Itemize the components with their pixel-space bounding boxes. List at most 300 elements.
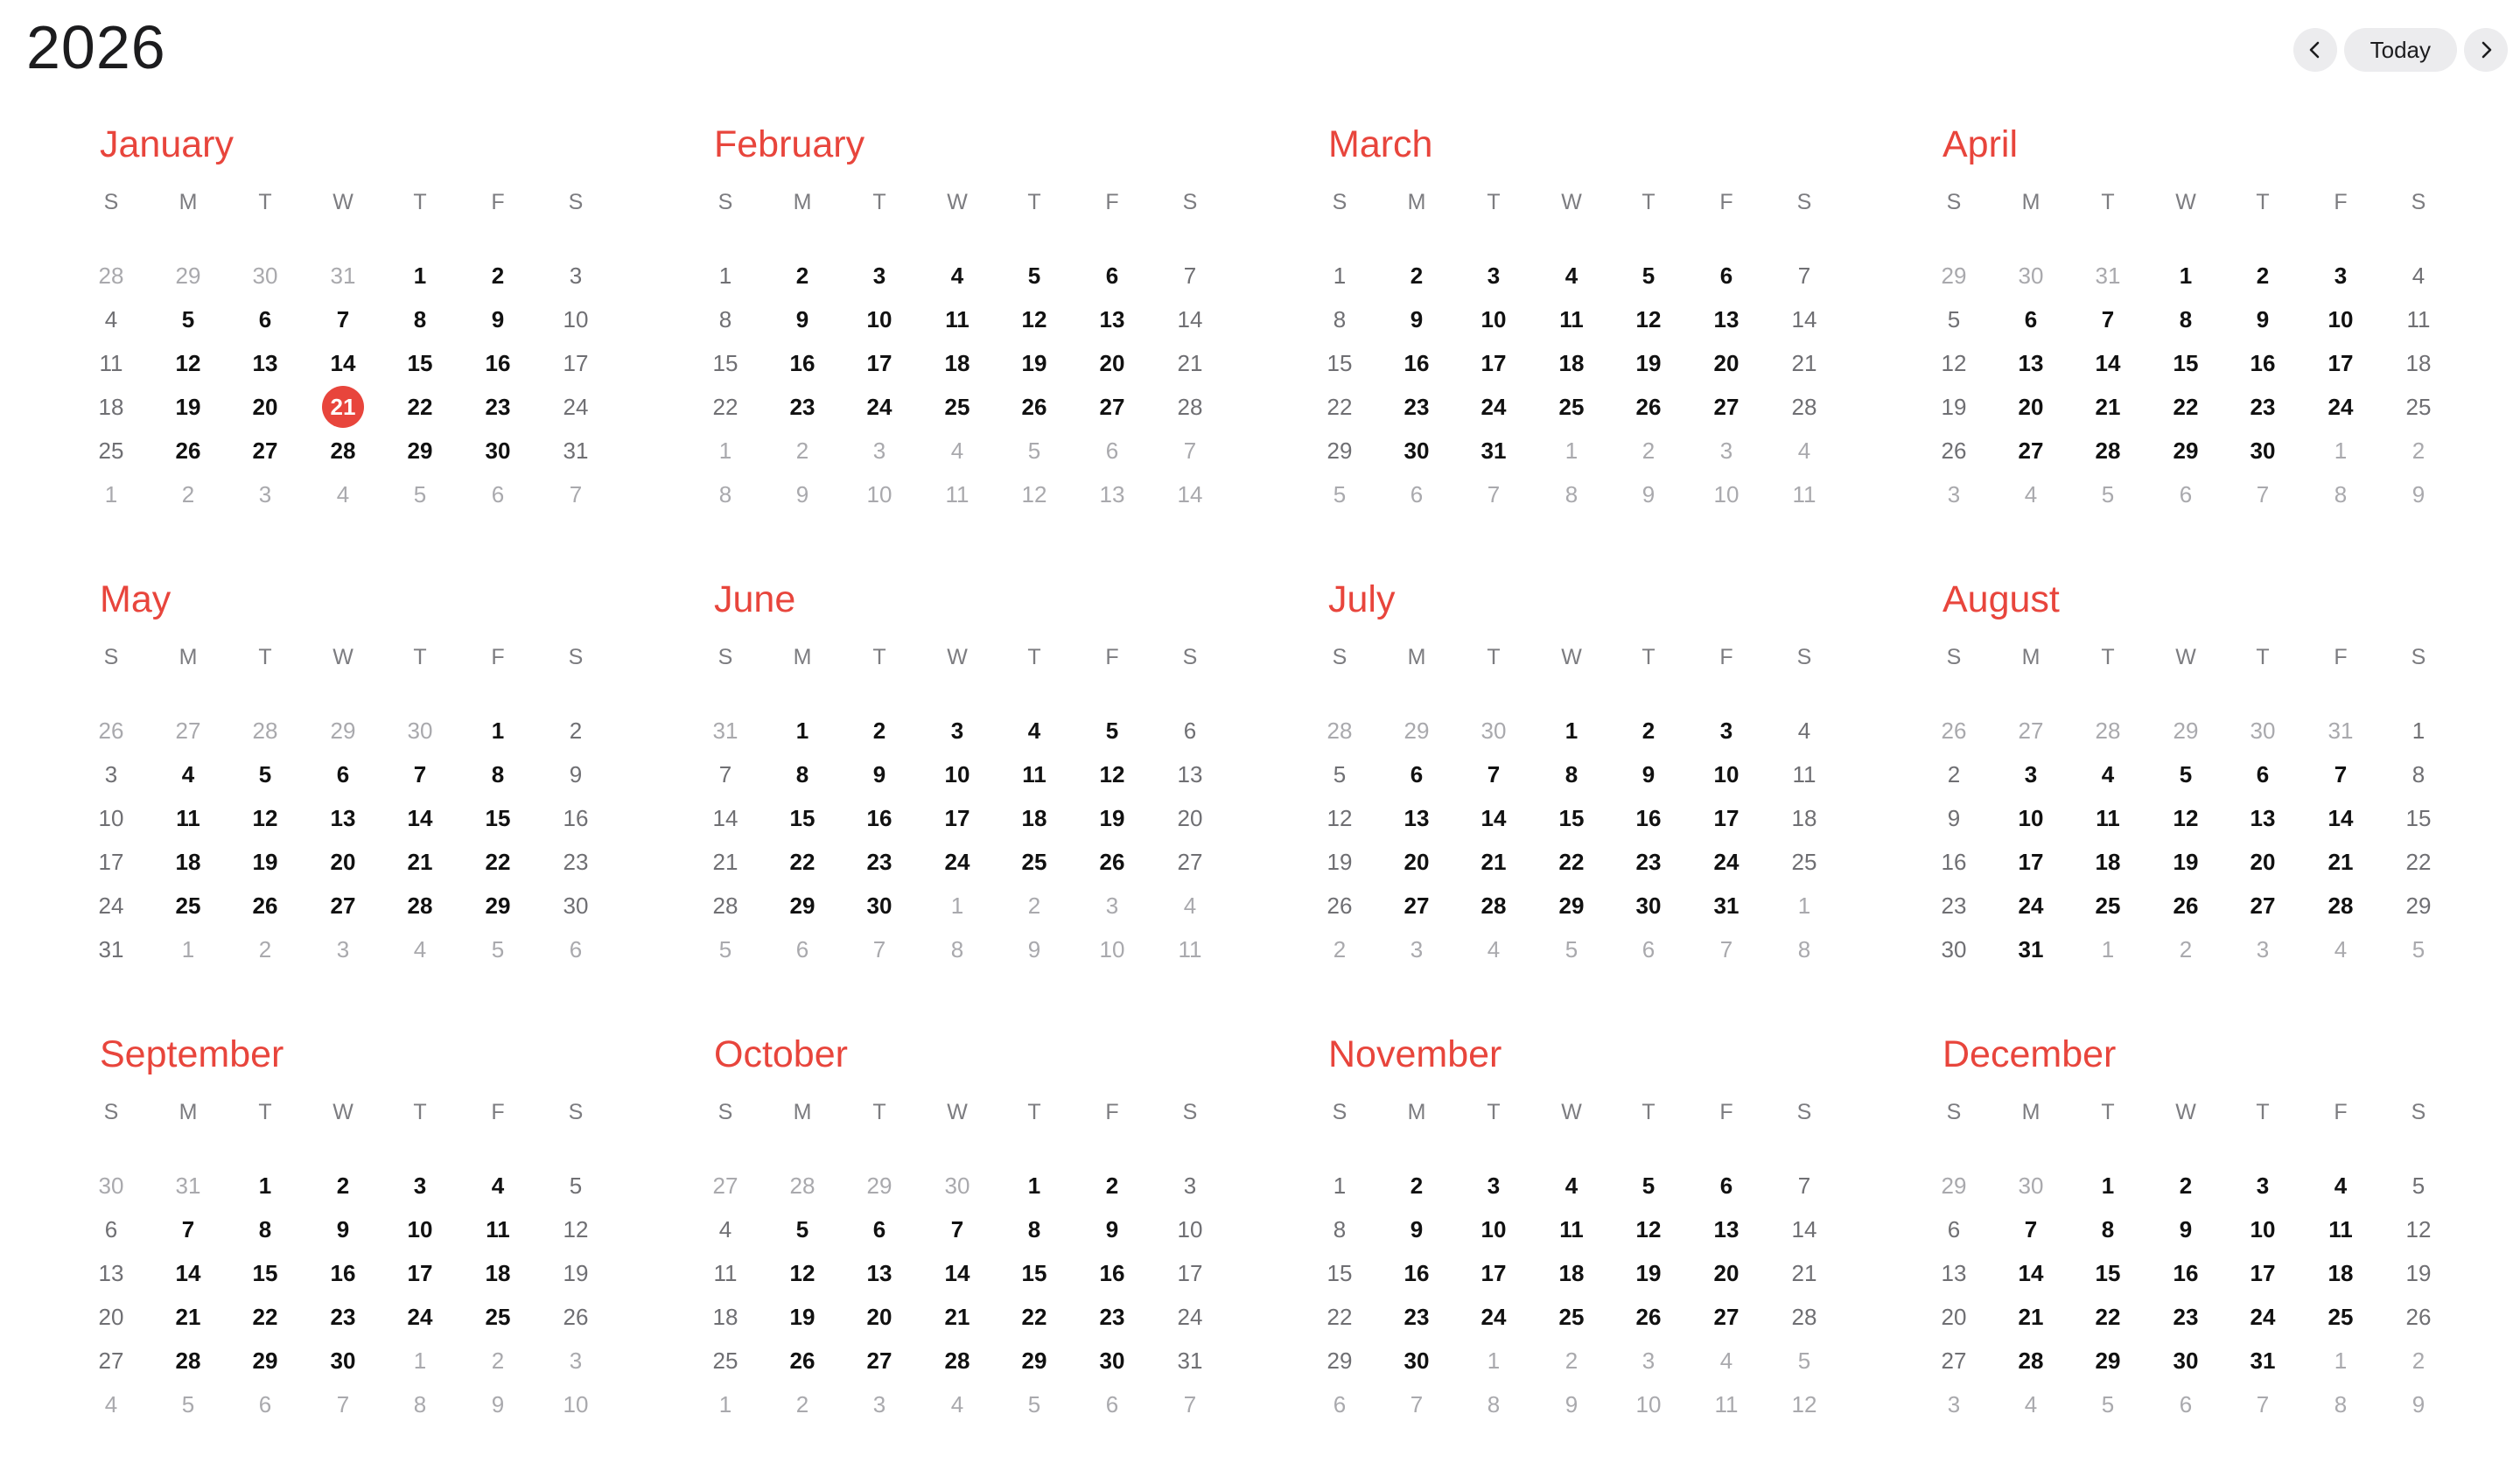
- adjacent-month-day-cell[interactable]: 31: [2095, 262, 2121, 289]
- day-cell[interactable]: 21: [2018, 1304, 2044, 1330]
- day-cell[interactable]: 2: [1105, 1172, 1119, 1199]
- adjacent-month-day-cell[interactable]: 3: [1642, 1348, 1656, 1374]
- day-cell[interactable]: 7: [181, 1216, 195, 1242]
- adjacent-month-day-cell[interactable]: 30: [407, 718, 433, 744]
- day-cell[interactable]: 28: [1177, 394, 1203, 420]
- month-name[interactable]: October: [714, 1033, 848, 1075]
- day-cell[interactable]: 21: [1480, 849, 1507, 875]
- adjacent-month-day-cell[interactable]: 5: [2412, 936, 2426, 962]
- adjacent-month-day-cell[interactable]: 8: [413, 1391, 427, 1418]
- day-cell[interactable]: 17: [2328, 350, 2354, 376]
- day-cell[interactable]: 22: [485, 849, 511, 875]
- day-cell[interactable]: 15: [1558, 805, 1585, 831]
- adjacent-month-day-cell[interactable]: 5: [1797, 1348, 1811, 1374]
- adjacent-month-day-cell[interactable]: 7: [1410, 1391, 1424, 1418]
- month-name[interactable]: December: [1942, 1033, 2117, 1075]
- adjacent-month-day-cell[interactable]: 30: [1480, 718, 1507, 744]
- day-cell[interactable]: 25: [485, 1304, 511, 1330]
- day-cell[interactable]: 4: [2412, 262, 2426, 289]
- adjacent-month-day-cell[interactable]: 3: [1947, 481, 1961, 508]
- day-cell[interactable]: 15: [252, 1260, 278, 1286]
- adjacent-month-day-cell[interactable]: 4: [950, 1391, 964, 1418]
- day-cell[interactable]: 22: [1021, 1304, 1047, 1330]
- day-cell[interactable]: 26: [2405, 1304, 2432, 1330]
- adjacent-month-day-cell[interactable]: 4: [104, 1391, 118, 1418]
- day-cell[interactable]: 26: [2173, 892, 2199, 919]
- adjacent-month-day-cell[interactable]: 7: [872, 936, 886, 962]
- day-cell[interactable]: 26: [1099, 849, 1125, 875]
- day-cell[interactable]: 12: [1326, 805, 1353, 831]
- day-cell[interactable]: 29: [252, 1348, 278, 1374]
- adjacent-month-day-cell[interactable]: 1: [718, 438, 732, 464]
- day-cell[interactable]: 25: [1558, 394, 1585, 420]
- month-april[interactable]: [1942, 118, 2485, 538]
- day-cell[interactable]: 17: [1177, 1260, 1203, 1286]
- day-cell[interactable]: 8: [2101, 1216, 2115, 1242]
- day-cell[interactable]: 19: [252, 849, 278, 875]
- adjacent-month-day-cell[interactable]: 7: [569, 481, 583, 508]
- day-cell[interactable]: 6: [104, 1216, 118, 1242]
- day-cell[interactable]: 15: [2173, 350, 2199, 376]
- adjacent-month-day-cell[interactable]: 7: [1487, 481, 1501, 508]
- day-cell[interactable]: 8: [1333, 306, 1347, 332]
- day-cell[interactable]: 26: [789, 1348, 816, 1374]
- day-cell[interactable]: 23: [1404, 394, 1430, 420]
- day-cell[interactable]: 12: [563, 1216, 589, 1242]
- day-cell[interactable]: 5: [258, 761, 272, 788]
- adjacent-month-day-cell[interactable]: 11: [945, 481, 970, 508]
- month-june[interactable]: [714, 573, 1256, 993]
- day-cell[interactable]: 30: [330, 1348, 356, 1374]
- day-cell[interactable]: 30: [1099, 1348, 1125, 1374]
- day-cell[interactable]: 3: [950, 718, 964, 744]
- day-cell[interactable]: 18: [712, 1304, 738, 1330]
- day-cell[interactable]: 28: [1791, 394, 1817, 420]
- adjacent-month-day-cell[interactable]: 8: [2334, 481, 2348, 508]
- adjacent-month-day-cell[interactable]: 11: [1178, 936, 1202, 962]
- adjacent-month-day-cell[interactable]: 3: [1105, 892, 1119, 919]
- day-cell[interactable]: 26: [175, 438, 201, 464]
- day-cell[interactable]: 1: [413, 262, 427, 289]
- day-cell[interactable]: 24: [944, 849, 970, 875]
- day-cell[interactable]: 14: [2328, 805, 2354, 831]
- day-cell[interactable]: 8: [1333, 1216, 1347, 1242]
- adjacent-month-day-cell[interactable]: 1: [413, 1348, 427, 1374]
- adjacent-month-day-cell[interactable]: 10: [1713, 481, 1740, 508]
- day-cell[interactable]: 1: [718, 262, 732, 289]
- day-cell[interactable]: 28: [944, 1348, 970, 1374]
- day-cell[interactable]: 3: [413, 1172, 427, 1199]
- day-cell[interactable]: 27: [98, 1348, 124, 1374]
- day-cell[interactable]: 28: [175, 1348, 201, 1374]
- day-cell[interactable]: 10: [944, 761, 970, 788]
- day-cell[interactable]: 8: [491, 761, 505, 788]
- day-cell[interactable]: 20: [330, 849, 356, 875]
- month-august[interactable]: [1942, 573, 2485, 993]
- day-cell[interactable]: 2: [569, 718, 583, 744]
- day-cell[interactable]: 24: [563, 394, 589, 420]
- day-cell[interactable]: 7: [2024, 1216, 2038, 1242]
- day-cell[interactable]: 15: [1326, 1260, 1353, 1286]
- day-cell[interactable]: 10: [866, 306, 892, 332]
- day-cell[interactable]: 19: [1099, 805, 1125, 831]
- day-cell[interactable]: 23: [1941, 892, 1967, 919]
- day-cell[interactable]: 30: [1404, 1348, 1430, 1374]
- adjacent-month-day-cell[interactable]: 6: [1410, 481, 1424, 508]
- day-cell[interactable]: 25: [1558, 1304, 1585, 1330]
- day-cell[interactable]: 12: [1941, 350, 1967, 376]
- day-cell[interactable]: 13: [1099, 306, 1125, 332]
- day-cell[interactable]: 22: [2173, 394, 2199, 420]
- day-cell[interactable]: 6: [1719, 262, 1733, 289]
- adjacent-month-day-cell[interactable]: 3: [336, 936, 350, 962]
- adjacent-month-day-cell[interactable]: 9: [2412, 481, 2426, 508]
- adjacent-month-day-cell[interactable]: 4: [336, 481, 350, 508]
- day-cell[interactable]: 21: [407, 849, 433, 875]
- day-cell[interactable]: 19: [563, 1260, 589, 1286]
- adjacent-month-day-cell[interactable]: 29: [330, 718, 356, 744]
- adjacent-month-day-cell[interactable]: 5: [718, 936, 732, 962]
- day-cell[interactable]: 21: [2095, 394, 2121, 420]
- day-cell[interactable]: 12: [175, 350, 201, 376]
- day-cell[interactable]: 20: [1099, 350, 1125, 376]
- adjacent-month-day-cell[interactable]: 31: [175, 1172, 201, 1199]
- adjacent-month-day-cell[interactable]: 4: [2024, 1391, 2038, 1418]
- day-cell[interactable]: 11: [99, 350, 123, 376]
- day-cell[interactable]: 6: [1105, 262, 1119, 289]
- day-cell[interactable]: 14: [1177, 306, 1203, 332]
- today-button[interactable]: Today: [2344, 28, 2457, 72]
- month-march[interactable]: [1328, 118, 1871, 538]
- day-cell[interactable]: 4: [1564, 262, 1578, 289]
- adjacent-month-day-cell[interactable]: 11: [1792, 481, 1816, 508]
- day-cell[interactable]: 5: [1027, 262, 1041, 289]
- day-cell[interactable]: 16: [2173, 1260, 2199, 1286]
- day-cell[interactable]: 4: [718, 1216, 732, 1242]
- day-cell[interactable]: 21: [1791, 350, 1817, 376]
- day-cell[interactable]: 17: [563, 350, 589, 376]
- day-cell[interactable]: 19: [175, 394, 201, 420]
- day-cell[interactable]: 28: [330, 438, 356, 464]
- day-cell[interactable]: 10: [98, 805, 124, 831]
- day-cell[interactable]: 23: [1099, 1304, 1125, 1330]
- day-cell[interactable]: 25: [2328, 1304, 2354, 1330]
- adjacent-month-day-cell[interactable]: 4: [2334, 936, 2348, 962]
- day-cell[interactable]: 13: [98, 1260, 124, 1286]
- adjacent-month-day-cell[interactable]: 28: [98, 262, 124, 289]
- adjacent-month-day-cell[interactable]: 28: [1326, 718, 1353, 744]
- day-cell[interactable]: 30: [1635, 892, 1662, 919]
- adjacent-month-day-cell[interactable]: 5: [2101, 1391, 2115, 1418]
- adjacent-month-day-cell[interactable]: 1: [2334, 1348, 2348, 1374]
- adjacent-month-day-cell[interactable]: 10: [1099, 936, 1125, 962]
- adjacent-month-day-cell[interactable]: 10: [866, 481, 892, 508]
- day-cell[interactable]: 4: [2334, 1172, 2348, 1199]
- day-cell[interactable]: 18: [944, 350, 970, 376]
- day-cell[interactable]: 12: [2173, 805, 2199, 831]
- day-cell[interactable]: 15: [2095, 1260, 2121, 1286]
- day-cell[interactable]: 1: [795, 718, 809, 744]
- adjacent-month-day-cell[interactable]: 6: [795, 936, 809, 962]
- day-cell[interactable]: 13: [1713, 1216, 1740, 1242]
- day-cell[interactable]: 17: [407, 1260, 433, 1286]
- day-cell[interactable]: 21: [944, 1304, 970, 1330]
- day-cell[interactable]: 16: [866, 805, 892, 831]
- day-cell[interactable]: 8: [413, 306, 427, 332]
- day-cell[interactable]: 28: [1791, 1304, 1817, 1330]
- day-cell[interactable]: 25: [2095, 892, 2121, 919]
- day-cell[interactable]: 17: [98, 849, 124, 875]
- adjacent-month-day-cell[interactable]: 4: [413, 936, 427, 962]
- day-cell[interactable]: 26: [1635, 394, 1662, 420]
- day-cell[interactable]: 11: [945, 306, 970, 332]
- day-cell[interactable]: 29: [1326, 438, 1353, 464]
- day-cell[interactable]: 22: [2095, 1304, 2121, 1330]
- day-cell[interactable]: 25: [1791, 849, 1817, 875]
- adjacent-month-day-cell[interactable]: 2: [1642, 438, 1656, 464]
- day-cell[interactable]: 3: [2024, 761, 2038, 788]
- day-cell[interactable]: 1: [2412, 718, 2426, 744]
- day-cell[interactable]: 25: [1021, 849, 1047, 875]
- day-cell[interactable]: 27: [1177, 849, 1203, 875]
- day-cell[interactable]: 16: [789, 350, 816, 376]
- adjacent-month-day-cell[interactable]: 3: [1410, 936, 1424, 962]
- day-cell[interactable]: 13: [1404, 805, 1430, 831]
- adjacent-month-day-cell[interactable]: 3: [872, 1391, 886, 1418]
- day-cell[interactable]: 2: [1947, 761, 1961, 788]
- month-september[interactable]: [100, 1028, 642, 1448]
- day-cell[interactable]: 26: [1021, 394, 1047, 420]
- adjacent-month-day-cell[interactable]: 12: [1021, 481, 1047, 508]
- day-cell[interactable]: 27: [1941, 1348, 1967, 1374]
- day-cell[interactable]: 23: [789, 394, 816, 420]
- adjacent-month-day-cell[interactable]: 5: [491, 936, 505, 962]
- day-cell[interactable]: 23: [2173, 1304, 2199, 1330]
- day-cell[interactable]: 19: [789, 1304, 816, 1330]
- day-cell[interactable]: 11: [176, 805, 200, 831]
- day-cell[interactable]: 18: [1021, 805, 1047, 831]
- month-name[interactable]: March: [1328, 123, 1433, 165]
- adjacent-month-day-cell[interactable]: 2: [1027, 892, 1041, 919]
- day-cell[interactable]: 9: [2179, 1216, 2193, 1242]
- day-cell[interactable]: 2: [872, 718, 886, 744]
- adjacent-month-day-cell[interactable]: 30: [2018, 262, 2044, 289]
- day-cell[interactable]: 20: [1941, 1304, 1967, 1330]
- day-cell[interactable]: 4: [1564, 1172, 1578, 1199]
- adjacent-month-day-cell[interactable]: 28: [789, 1172, 816, 1199]
- adjacent-month-day-cell[interactable]: 3: [258, 481, 272, 508]
- adjacent-month-day-cell[interactable]: 2: [1564, 1348, 1578, 1374]
- day-cell[interactable]: 4: [491, 1172, 505, 1199]
- day-cell[interactable]: 4: [1797, 718, 1811, 744]
- adjacent-month-day-cell[interactable]: 8: [1797, 936, 1811, 962]
- adjacent-month-day-cell[interactable]: 2: [258, 936, 272, 962]
- adjacent-month-day-cell[interactable]: 7: [1719, 936, 1733, 962]
- day-cell[interactable]: 10: [407, 1216, 433, 1242]
- day-cell[interactable]: 26: [563, 1304, 589, 1330]
- day-cell[interactable]: 9: [336, 1216, 350, 1242]
- adjacent-month-day-cell[interactable]: 6: [1642, 936, 1656, 962]
- day-cell[interactable]: 3: [2256, 1172, 2270, 1199]
- day-cell[interactable]: 11: [713, 1260, 738, 1286]
- adjacent-month-day-cell[interactable]: 30: [2250, 718, 2276, 744]
- day-cell[interactable]: 15: [789, 805, 816, 831]
- day-cell[interactable]: 9: [2256, 306, 2270, 332]
- adjacent-month-day-cell[interactable]: 2: [181, 481, 195, 508]
- day-cell[interactable]: 12: [789, 1260, 816, 1286]
- day-cell[interactable]: 3: [569, 262, 583, 289]
- day-cell[interactable]: 23: [2250, 394, 2276, 420]
- day-cell[interactable]: 24: [2018, 892, 2044, 919]
- day-cell[interactable]: 26: [1941, 438, 1967, 464]
- adjacent-month-day-cell[interactable]: 6: [491, 481, 505, 508]
- day-cell[interactable]: 18: [1558, 1260, 1585, 1286]
- day-cell[interactable]: 13: [866, 1260, 892, 1286]
- adjacent-month-day-cell[interactable]: 10: [563, 1391, 589, 1418]
- day-cell[interactable]: 1: [1564, 718, 1578, 744]
- adjacent-month-day-cell[interactable]: 10: [1635, 1391, 1662, 1418]
- adjacent-month-day-cell[interactable]: 3: [1947, 1391, 1961, 1418]
- day-cell[interactable]: 12: [1635, 1216, 1662, 1242]
- day-cell[interactable]: 31: [2018, 936, 2044, 962]
- adjacent-month-day-cell[interactable]: 8: [950, 936, 964, 962]
- adjacent-month-day-cell[interactable]: 5: [1027, 1391, 1041, 1418]
- day-cell[interactable]: 10: [1480, 1216, 1507, 1242]
- day-cell[interactable]: 28: [712, 892, 738, 919]
- day-cell[interactable]: 3: [2334, 262, 2348, 289]
- day-cell[interactable]: 13: [2018, 350, 2044, 376]
- day-cell[interactable]: 19: [1326, 849, 1353, 875]
- day-cell[interactable]: 3: [1487, 1172, 1501, 1199]
- day-cell[interactable]: 24: [1480, 1304, 1507, 1330]
- month-name[interactable]: April: [1942, 123, 2019, 165]
- day-cell[interactable]: 13: [1941, 1260, 1967, 1286]
- day-cell[interactable]: 20: [1713, 1260, 1740, 1286]
- day-cell[interactable]: 13: [252, 350, 278, 376]
- day-cell[interactable]: 18: [1791, 805, 1817, 831]
- day-cell[interactable]: 4: [950, 262, 964, 289]
- day-cell[interactable]: 30: [1941, 936, 1967, 962]
- adjacent-month-day-cell[interactable]: 5: [1027, 438, 1041, 464]
- day-cell[interactable]: 6: [2256, 761, 2270, 788]
- adjacent-month-day-cell[interactable]: 2: [2179, 936, 2193, 962]
- day-cell[interactable]: 17: [866, 350, 892, 376]
- adjacent-month-day-cell[interactable]: 3: [1719, 438, 1733, 464]
- day-cell[interactable]: 7: [1797, 262, 1811, 289]
- day-cell[interactable]: 4: [181, 761, 195, 788]
- day-cell[interactable]: 27: [1404, 892, 1430, 919]
- day-cell[interactable]: 9: [1410, 1216, 1424, 1242]
- day-cell[interactable]: 24: [866, 394, 892, 420]
- day-cell[interactable]: 2: [1642, 718, 1656, 744]
- day-cell[interactable]: 30: [563, 892, 589, 919]
- adjacent-month-day-cell[interactable]: 3: [569, 1348, 583, 1374]
- day-cell[interactable]: 17: [1480, 1260, 1507, 1286]
- day-cell[interactable]: 18: [485, 1260, 511, 1286]
- day-cell[interactable]: 24: [1713, 849, 1740, 875]
- day-cell[interactable]: 21: [175, 1304, 201, 1330]
- month-name[interactable]: May: [100, 578, 172, 620]
- adjacent-month-day-cell[interactable]: 7: [1183, 438, 1197, 464]
- day-cell[interactable]: 12: [252, 805, 278, 831]
- day-cell[interactable]: 23: [1635, 849, 1662, 875]
- day-cell[interactable]: 20: [2250, 849, 2276, 875]
- adjacent-month-day-cell[interactable]: 5: [413, 481, 427, 508]
- month-december[interactable]: [1942, 1028, 2485, 1448]
- month-name[interactable]: February: [714, 123, 865, 165]
- day-cell[interactable]: 5: [181, 306, 195, 332]
- adjacent-month-day-cell[interactable]: 2: [2412, 438, 2426, 464]
- day-cell[interactable]: 12: [1021, 306, 1047, 332]
- day-cell[interactable]: 4: [104, 306, 118, 332]
- day-cell[interactable]: 28: [2328, 892, 2354, 919]
- adjacent-month-day-cell[interactable]: 3: [2256, 936, 2270, 962]
- adjacent-month-day-cell[interactable]: 6: [1105, 438, 1119, 464]
- day-cell[interactable]: 27: [1713, 1304, 1740, 1330]
- day-cell[interactable]: 7: [413, 761, 427, 788]
- day-cell[interactable]: 29: [1021, 1348, 1047, 1374]
- day-cell[interactable]: 14: [175, 1260, 201, 1286]
- day-cell[interactable]: 18: [2328, 1260, 2354, 1286]
- day-cell[interactable]: 4: [1027, 718, 1041, 744]
- day-cell[interactable]: 5: [1105, 718, 1119, 744]
- day-cell[interactable]: 22: [789, 849, 816, 875]
- adjacent-month-day-cell[interactable]: 7: [1183, 1391, 1197, 1418]
- day-cell[interactable]: 28: [2095, 438, 2121, 464]
- day-cell[interactable]: 7: [718, 761, 732, 788]
- day-cell[interactable]: 6: [258, 306, 272, 332]
- day-cell[interactable]: 9: [1642, 761, 1656, 788]
- day-cell[interactable]: 14: [712, 805, 738, 831]
- day-cell[interactable]: 30: [2250, 438, 2276, 464]
- day-cell[interactable]: 27: [1713, 394, 1740, 420]
- day-cell[interactable]: 9: [1947, 805, 1961, 831]
- adjacent-month-day-cell[interactable]: 1: [1797, 892, 1811, 919]
- day-cell[interactable]: 11: [486, 1216, 510, 1242]
- day-cell[interactable]: 30: [866, 892, 892, 919]
- adjacent-month-day-cell[interactable]: 7: [2256, 481, 2270, 508]
- adjacent-month-day-cell[interactable]: 31: [330, 262, 356, 289]
- day-cell[interactable]: 9: [872, 761, 886, 788]
- day-cell[interactable]: 27: [866, 1348, 892, 1374]
- month-july[interactable]: [1328, 573, 1871, 993]
- day-cell[interactable]: 23: [866, 849, 892, 875]
- day-cell[interactable]: 22: [1326, 1304, 1353, 1330]
- day-cell[interactable]: 13: [330, 805, 356, 831]
- adjacent-month-day-cell[interactable]: 6: [1333, 1391, 1347, 1418]
- day-cell[interactable]: 6: [872, 1216, 886, 1242]
- day-cell[interactable]: 28: [407, 892, 433, 919]
- day-cell[interactable]: 31: [1480, 438, 1507, 464]
- day-cell[interactable]: 13: [1177, 761, 1203, 788]
- adjacent-month-day-cell[interactable]: 27: [2018, 718, 2044, 744]
- adjacent-month-day-cell[interactable]: 29: [1941, 1172, 1967, 1199]
- adjacent-month-day-cell[interactable]: 1: [104, 481, 118, 508]
- adjacent-month-day-cell[interactable]: 26: [98, 718, 124, 744]
- day-cell[interactable]: 26: [1326, 892, 1353, 919]
- day-cell[interactable]: 6: [1719, 1172, 1733, 1199]
- adjacent-month-day-cell[interactable]: 1: [950, 892, 964, 919]
- day-cell[interactable]: 5: [795, 1216, 809, 1242]
- day-cell[interactable]: 19: [1941, 394, 1967, 420]
- day-cell[interactable]: 29: [2095, 1348, 2121, 1374]
- adjacent-month-day-cell[interactable]: 1: [181, 936, 195, 962]
- day-cell[interactable]: 9: [491, 306, 505, 332]
- adjacent-month-day-cell[interactable]: 4: [1797, 438, 1811, 464]
- day-cell[interactable]: 18: [98, 394, 124, 420]
- day-cell[interactable]: 10: [563, 306, 589, 332]
- day-cell[interactable]: 6: [1947, 1216, 1961, 1242]
